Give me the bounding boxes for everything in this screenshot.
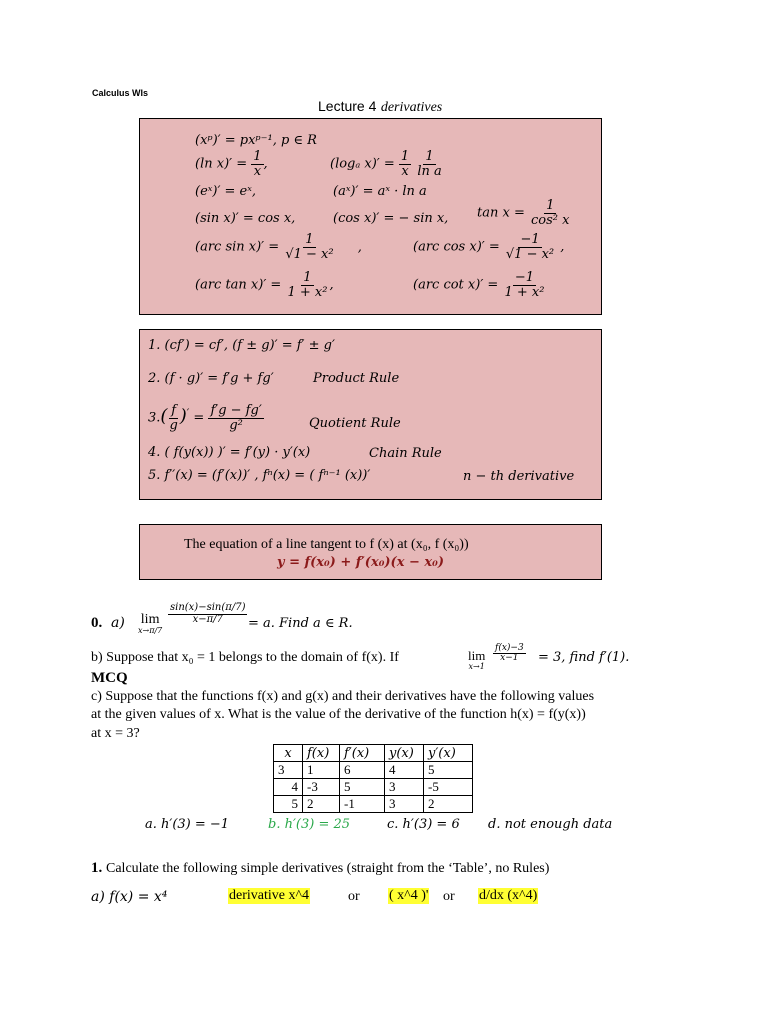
table-cell: 3 (385, 779, 424, 796)
log-num1: 1 (400, 149, 410, 164)
arcsin-left: (arc sin x)′ = (195, 239, 280, 255)
table-cell: 4 (385, 762, 424, 779)
table-cell: -5 (424, 779, 473, 796)
arccos-den: √1 − x² (505, 246, 555, 262)
table-row (274, 762, 473, 779)
rule-product: 2. (f · g)′ = f′g + fg′ (148, 371, 274, 386)
rule-higher-order-name: n − th derivative (463, 469, 575, 484)
table-row (274, 779, 473, 796)
table-cell: 4 (274, 779, 303, 796)
values-table (273, 744, 473, 813)
ln-derivative (195, 150, 268, 178)
arccos-left: (arc cos x)′ = (413, 239, 500, 255)
question-0c-line1: c) Suppose that the functions f(x) and g(x) and their derivatives have the following values (91, 689, 595, 704)
table-header: y(x) (385, 745, 424, 762)
power-rule: (xᵖ)′ = pxᵖ⁻¹, p ∈ R (195, 133, 317, 148)
log-den1: x (401, 163, 409, 179)
r3-den: g² (229, 417, 243, 433)
table-cell: -3 (303, 779, 340, 796)
comma: , (263, 156, 268, 172)
question-0a-label: a) (111, 615, 125, 631)
ln-den: x (253, 163, 262, 179)
r3-num: f′g − fg′ (210, 403, 262, 418)
comma: , (357, 239, 362, 255)
lecture-number: Lecture 4 (318, 98, 377, 114)
ln-left: (ln x)′ = (195, 156, 248, 172)
option-b-correct[interactable]: b. h′(3) = 25 (268, 817, 351, 832)
arccos-num: −1 (520, 232, 540, 247)
or-text-1: or (348, 889, 360, 904)
tan-left: tan x = (477, 205, 525, 221)
rule-quotient-name: Quotient Rule (309, 416, 401, 431)
rule-quotient: 3.( $\frac{f}{g}$ )′ = $\frac{f'g - fg'}{\text{g²}}$ (148, 403, 262, 433)
question-0c-line3: at x = 3? (91, 726, 140, 741)
arccot-den: 1 + x² (504, 284, 545, 300)
limit-b (468, 648, 485, 671)
course-label: Calculus WIs (92, 88, 149, 98)
limit-a (138, 612, 162, 635)
highlight-ddx-x4: d/dx (x^4) (479, 888, 538, 903)
arccos-derivative (413, 233, 564, 261)
question-1a-expression: a) f(x) = x⁴ (91, 889, 168, 905)
question-0b-text: b) Suppose that x₀ = 1 belongs to the domain of f(x). If (91, 650, 399, 665)
option-c[interactable]: c. h′(3) = 6 (387, 817, 460, 832)
table-cell: 5 (424, 762, 473, 779)
mcq-heading: MCQ (91, 670, 128, 686)
lim-a-sub: x→π/7 (138, 626, 163, 635)
table-cell: 2 (424, 796, 473, 813)
comma: , (560, 239, 565, 255)
tangent-line-box (139, 524, 602, 580)
table-row (274, 796, 473, 813)
arccot-num: −1 (514, 270, 535, 285)
option-d[interactable]: d. not enough data (488, 817, 613, 832)
ln-num: 1 (253, 149, 262, 164)
question-1-number: 1. (91, 860, 103, 876)
lim-b-sub: x→1 (468, 662, 485, 671)
table-cell: 3 (385, 796, 424, 813)
table-cell: 5 (340, 779, 385, 796)
question-1-text: Calculate the following simple derivatives (straight from the ‘Table’, no Rules) (106, 861, 550, 876)
tan-den: cos² x (530, 212, 570, 228)
limit-a-fraction (168, 603, 247, 625)
a-num: sin(x)−sin(π/7) (170, 602, 246, 613)
lecture-topic: derivatives (380, 100, 443, 115)
a-den: x−π/7 (192, 613, 223, 625)
lim-b-text: lim (468, 648, 486, 663)
arccot-left: (arc cot x)′ = (413, 277, 499, 293)
log-derivative (330, 150, 444, 178)
b-den: x−1 (500, 653, 519, 664)
r3-fd: g (169, 417, 178, 433)
arccot-derivative (413, 271, 546, 299)
exp-a-derivative: (aˣ)′ = aˣ · ln a (333, 184, 427, 199)
highlight-x4-prime: ( x^4 )' (389, 888, 429, 903)
table-header: f(x) (303, 745, 340, 762)
tangent-equation: y = f(x₀) + f′(x₀)(x − x₀) (277, 555, 444, 570)
rule-higher-order: 5. f′′(x) = (f′(x))′ , fⁿ(x) = ( fⁿ⁻¹ (x))′ (148, 468, 371, 483)
table-cell: 1 (303, 762, 340, 779)
derivative-rules-box (139, 329, 602, 500)
r3-prefix: 3. (148, 410, 161, 426)
question-0c-line2: at the given values of x. What is the value of the derivative of the function h(x) = f(y(x)) (91, 707, 586, 722)
tan-derivative (477, 199, 571, 227)
arctan-num: 1 (303, 270, 312, 285)
tangent-description: The equation of a line tangent to f (x) at (x₀, f (x₀)) (184, 537, 469, 552)
cos-derivative: (cos x)′ = − sin x, (333, 211, 449, 226)
table-cell: 6 (340, 762, 385, 779)
derivative-formulas-box (139, 118, 602, 315)
arcsin-num: 1 (305, 232, 314, 247)
arctan-derivative (195, 271, 334, 299)
page-title (318, 98, 442, 116)
rule-product-name: Product Rule (313, 371, 400, 386)
arcsin-den: √1 − x² (285, 246, 334, 262)
table-header-row (274, 745, 473, 762)
tan-num: 1 (546, 198, 555, 213)
rule-chain-name: Chain Rule (369, 446, 442, 461)
table-cell: 2 (303, 796, 340, 813)
highlight-derivative-x4: derivative x^4 (229, 888, 310, 903)
question-0a-tail: = a. Find a ∈ R. (248, 616, 353, 631)
log-num2: 1 (425, 149, 434, 164)
comma: , (329, 277, 334, 293)
table-header: x (274, 745, 303, 762)
lim-a-text: lim (140, 612, 160, 627)
arcsin-derivative (195, 233, 362, 261)
table-cell: -1 (340, 796, 385, 813)
exp-e-derivative: (eˣ)′ = eˣ, (195, 184, 257, 199)
log-den2: ln a (417, 163, 442, 179)
arctan-den: 1 + x² (287, 284, 328, 300)
table-cell: 5 (274, 796, 303, 813)
b-num: f(x)−3 (495, 643, 524, 653)
or-text-2: or (443, 889, 455, 904)
sin-derivative: (sin x)′ = cos x, (195, 211, 296, 226)
limit-b-fraction (493, 644, 526, 664)
arctan-left: (arc tan x)′ = (195, 277, 282, 293)
option-a[interactable]: a. h′(3) = −1 (145, 817, 230, 832)
table-header: f′(x) (340, 745, 385, 762)
table-header: y′(x) (424, 745, 473, 762)
question-0-number: 0. (91, 615, 103, 631)
question-0b-tail: = 3, find f′(1). (538, 650, 630, 665)
r3-fn: f (171, 403, 176, 418)
table-cell: 3 (274, 762, 303, 779)
log-left: (logₐ x)′ = (330, 156, 395, 172)
rule-chain: 4. ( f(y(x)) )′ = f′(y) · y′(x) (148, 445, 311, 460)
rule-constant-sum: 1. (cf′) = cf′, (f ± g)′ = f′ ± g′ (148, 338, 335, 353)
